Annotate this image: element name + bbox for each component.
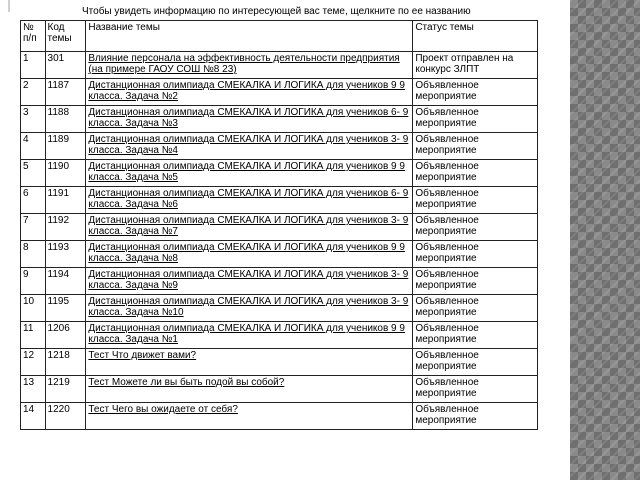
row-code-cell: 1219 — [45, 376, 86, 403]
row-status-cell: Объявленное мероприятие — [413, 349, 538, 376]
row-status-cell: Объявленное мероприятие — [413, 79, 538, 106]
row-num-cell: 14 — [21, 403, 46, 430]
topics-table — [20, 20, 538, 430]
table-row — [21, 79, 538, 106]
decorative-pattern-panel — [570, 0, 640, 480]
header-num: № п/п — [21, 21, 46, 52]
row-num-cell: 10 — [21, 295, 46, 322]
row-num-cell: 3 — [21, 106, 46, 133]
row-status-cell: Объявленное мероприятие — [413, 214, 538, 241]
table-row — [21, 241, 538, 268]
row-code-cell: 1206 — [45, 322, 86, 349]
header-status: Статус темы — [413, 21, 538, 52]
row-num-cell: 12 — [21, 349, 46, 376]
row-topic-link[interactable]: Тест Чего вы ожидаете от себя? — [86, 403, 413, 430]
header-code: Код темы — [45, 21, 86, 52]
row-topic-link[interactable]: Тест Что движет вами? — [86, 349, 413, 376]
table-row — [21, 214, 538, 241]
table-row — [21, 187, 538, 214]
row-num-cell: 6 — [21, 187, 46, 214]
row-status-cell: Объявленное мероприятие — [413, 160, 538, 187]
table-row — [21, 322, 538, 349]
row-topic-link[interactable]: Дистанционная олимпиада СМЕКАЛКА И ЛОГИКА для учеников 6- 9 класса. Задача №6 — [86, 187, 413, 214]
table-row — [21, 106, 538, 133]
row-code-cell: 1188 — [45, 106, 86, 133]
row-code-cell: 1189 — [45, 133, 86, 160]
table-row — [21, 349, 538, 376]
row-status-cell: Объявленное мероприятие — [413, 106, 538, 133]
table-row — [21, 295, 538, 322]
table-row — [21, 268, 538, 295]
header-topic: Название темы — [86, 21, 413, 52]
row-topic-link[interactable]: Дистанционная олимпиада СМЕКАЛКА И ЛОГИКА для учеников 9 9 класса. Задача №2 — [86, 79, 413, 106]
table-row — [21, 376, 538, 403]
row-topic-link[interactable]: Дистанционная олимпиада СМЕКАЛКА И ЛОГИКА для учеников 9 9 класса. Задача №1 — [86, 322, 413, 349]
row-num-cell: 11 — [21, 322, 46, 349]
table-row — [21, 133, 538, 160]
row-num-cell: 13 — [21, 376, 46, 403]
table-body — [21, 52, 538, 430]
row-code-cell: 1195 — [45, 295, 86, 322]
left-edge-bar — [8, 0, 10, 12]
row-num-cell: 2 — [21, 79, 46, 106]
table-header-row — [21, 21, 538, 52]
row-code-cell: 1194 — [45, 268, 86, 295]
row-topic-link[interactable]: Тест Можете ли вы быть подой вы собой? — [86, 376, 413, 403]
row-topic-link[interactable]: Дистанционная олимпиада СМЕКАЛКА И ЛОГИКА для учеников 9 9 класса. Задача №5 — [86, 160, 413, 187]
row-topic-link[interactable]: Дистанционная олимпиада СМЕКАЛКА И ЛОГИКА для учеников 3- 9 класса. Задача №7 — [86, 214, 413, 241]
row-topic-link[interactable]: Дистанционная олимпиада СМЕКАЛКА И ЛОГИКА для учеников 3- 9 класса. Задача №9 — [86, 268, 413, 295]
row-code-cell: 1192 — [45, 214, 86, 241]
row-status-cell: Проект отправлен на конкурс ЗЛПТ — [413, 52, 538, 79]
row-topic-link[interactable]: Дистанционная олимпиада СМЕКАЛКА И ЛОГИКА для учеников 3- 9 класса. Задача №10 — [86, 295, 413, 322]
row-status-cell: Объявленное мероприятие — [413, 268, 538, 295]
row-code-cell: 1191 — [45, 187, 86, 214]
row-status-cell: Объявленное мероприятие — [413, 403, 538, 430]
row-code-cell: 1190 — [45, 160, 86, 187]
row-status-cell: Объявленное мероприятие — [413, 322, 538, 349]
row-status-cell: Объявленное мероприятие — [413, 295, 538, 322]
row-code-cell: 1193 — [45, 241, 86, 268]
row-code-cell: 1220 — [45, 403, 86, 430]
row-status-cell: Объявленное мероприятие — [413, 187, 538, 214]
row-topic-link[interactable]: Влияние персонала на эффективность деятельности предприятия (на примере ГАОУ СОШ №8 23) — [86, 52, 413, 79]
row-status-cell: Объявленное мероприятие — [413, 133, 538, 160]
caption: Чтобы увидеть информацию по интересующей вас теме, щелкните по ее названию — [82, 6, 471, 17]
row-code-cell: 301 — [45, 52, 86, 79]
row-num-cell: 8 — [21, 241, 46, 268]
row-code-cell: 1218 — [45, 349, 86, 376]
table-row — [21, 52, 538, 79]
row-num-cell: 1 — [21, 52, 46, 79]
row-topic-link[interactable]: Дистанционная олимпиада СМЕКАЛКА И ЛОГИКА для учеников 3- 9 класса. Задача №4 — [86, 133, 413, 160]
topics-table-container — [20, 20, 538, 430]
row-status-cell: Объявленное мероприятие — [413, 376, 538, 403]
row-num-cell: 5 — [21, 160, 46, 187]
row-topic-link[interactable]: Дистанционная олимпиада СМЕКАЛКА И ЛОГИКА для учеников 9 9 класса. Задача №8 — [86, 241, 413, 268]
row-num-cell: 9 — [21, 268, 46, 295]
row-status-cell: Объявленное мероприятие — [413, 241, 538, 268]
table-row — [21, 160, 538, 187]
row-num-cell: 7 — [21, 214, 46, 241]
row-num-cell: 4 — [21, 133, 46, 160]
row-topic-link[interactable]: Дистанционная олимпиада СМЕКАЛКА И ЛОГИКА для учеников 6- 9 класса. Задача №3 — [86, 106, 413, 133]
table-row — [21, 403, 538, 430]
row-code-cell: 1187 — [45, 79, 86, 106]
